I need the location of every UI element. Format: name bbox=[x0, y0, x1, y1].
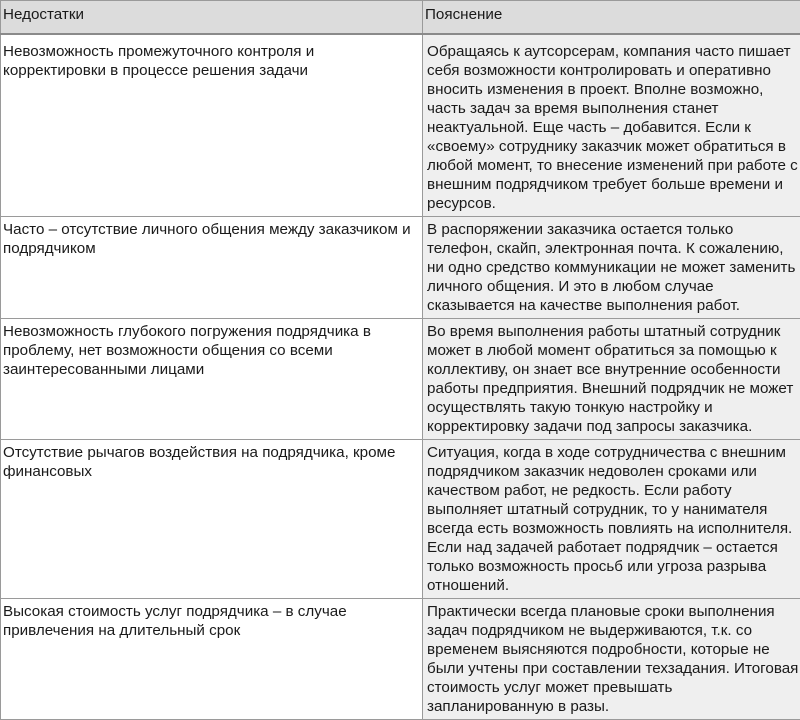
table-row bbox=[1, 318, 800, 439]
disadvantage-cell: Невозможность глубокого погружения подрядчика в проблему, нет возможности общения со всеми заинтересованными лицами bbox=[1, 318, 423, 439]
explanation-cell: Ситуация, когда в ходе сотрудничества с внешним подрядчиком заказчик недоволен сроками или качеством работ, не редкость. Если работу выполняет штатный сотрудник, то у нанимателя всегда есть возможность повлиять на исполнителя. Если над задачей работает подрядчик – остается только возможность просьб или угроза разрыва отношений. bbox=[423, 439, 800, 598]
disadvantage-cell: Невозможность промежуточного контроля и корректировки в процессе решения задачи bbox=[1, 34, 423, 217]
explanation-cell: Практически всегда плановые сроки выполнения задач подрядчиком не выдерживаются, т.к. со временем выясняются подробности, которые не были учтены при составлении техзадания. Итоговая стоимость услуг может превышать запланированную в разы. bbox=[423, 598, 800, 719]
explanation-cell: В распоряжении заказчика остается только телефон, скайп, электронная почта. К сожалению, ни одно средство коммуникации не может заменить личного общения. И это в любом случае сказывается на качестве выполнения работ. bbox=[423, 216, 800, 318]
explanation-cell: Во время выполнения работы штатный сотрудник может в любой момент обратиться за помощью к коллективу, он знает все внутренние особенности работы предприятия. Внешний подрядчик не может осуществлять такую тонкую настройку и корректировку задачи под запросы заказчика. bbox=[423, 318, 800, 439]
table-row bbox=[1, 34, 800, 217]
explanation-cell: Обращаясь к аутсорсерам, компания часто пишает себя возможности контролировать и оперативно вносить изменения в проект. Вполне возможно, часть задач за время выполнения станет неактуальной. Еще часть – добавится. Если к «своему» сотруднику заказчик может обратиться в любой момент, то внесение изменений при работе с внешним подрядчиком требует больше времени и ресурсов. bbox=[423, 34, 800, 217]
header-explanation: Пояснение bbox=[423, 1, 800, 34]
disadvantage-cell: Высокая стоимость услуг подрядчика – в случае привлечения на длительный срок bbox=[1, 598, 423, 719]
table-row bbox=[1, 598, 800, 719]
table-header-row bbox=[1, 1, 800, 34]
disadvantage-cell: Отсутствие рычагов воздействия на подрядчика, кроме финансовых bbox=[1, 439, 423, 598]
header-disadvantages: Недостатки bbox=[1, 1, 423, 34]
table-row bbox=[1, 439, 800, 598]
table-row bbox=[1, 216, 800, 318]
disadvantage-cell: Часто – отсутствие личного общения между заказчиком и подрядчиком bbox=[1, 216, 423, 318]
